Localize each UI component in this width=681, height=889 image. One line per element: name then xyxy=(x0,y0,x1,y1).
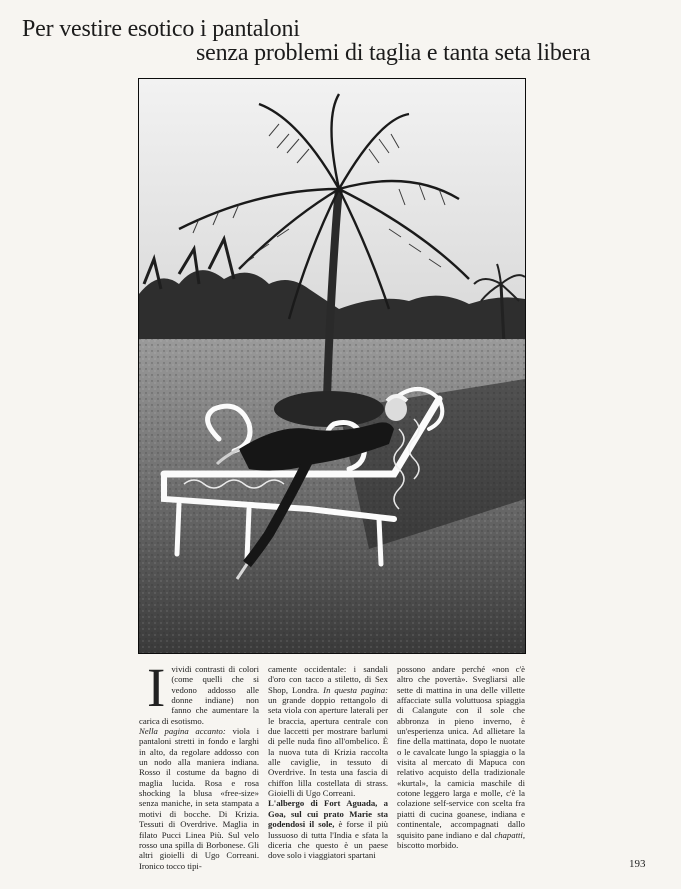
paragraph-text: camente occidentale: i sandali d'oro con tacco a stiletto, di Sex Shop, Londra. xyxy=(268,664,388,695)
article-body xyxy=(139,657,525,871)
headline-line-2: senza problemi di taglia e tanta seta libera xyxy=(196,40,591,66)
italic-word: chapatti, xyxy=(494,829,525,840)
photo-palm-lounge-chair-icon xyxy=(139,79,525,653)
paragraph-text: un grande doppio rettangolo di seta viola con aperture laterali per le braccia, apertura centrale con due laccetti per mostrare barlumi di pelle nuda fino all'ombelico. È la nuova tuta di Krizia raccolta alle caviglie, in tessuto di Overdrive. In testa una fascia di chiffon lilla costellata di strass. Gioielli di Ugo Correani. xyxy=(268,695,388,799)
paragraph-text: è forse il più lussuoso di tutta l'India e sfata la diceria che questo è un paese dove solo i viaggiatori spartani xyxy=(268,819,389,861)
article-column-2 xyxy=(268,664,388,861)
paragraph-text: possono andare perché «non c'è altro che povertà». Svegliarsi alle sette di mattina in una delle villette affacciate sulla voluttuosa spiaggia di Calangute con il sole che abbronza in pieno inverno, è un'esperienza unica. Ad allietare la fine della mattinata, dopo le nuotate o le cavalcate lungo la spiaggia o la visita al mercato di Mapuca con relativo acquisto della tradizionale «kurtal», la camicia maschile di cotone leggero larga e molle, c'è la colazione self-service con scelta fra piatti di cucina goanese, indiana e continentale, accompagnati dallo squisito pane indiano e dal xyxy=(397,664,525,840)
photograph xyxy=(139,79,525,653)
article-paragraph xyxy=(268,664,388,798)
article-paragraph xyxy=(139,657,259,726)
article-paragraph xyxy=(397,664,525,850)
drop-cap: I xyxy=(147,657,166,718)
headline-line-1: Per vestire esotico i pantaloni xyxy=(22,16,300,42)
paragraph-text: vividi contrasti di colori (come quelli che si vedono addosso alle donne indiane) non fanno che aumentare la carica di esotismo. xyxy=(139,664,259,726)
italic-lead: Nella pagina accanto: xyxy=(139,726,226,737)
italic-lead: In questa pagina: xyxy=(323,684,388,695)
article-column-1 xyxy=(139,657,259,871)
paragraph-text: biscotto morbido. xyxy=(397,839,459,850)
page-number: 193 xyxy=(629,858,646,870)
article-column-3 xyxy=(397,664,525,850)
headline xyxy=(0,0,681,78)
article-paragraph xyxy=(268,798,388,860)
bold-lead: L'albergo di Fort Aguada, a Goa, sul cui prato Marie sta godendosi il sole, xyxy=(268,798,388,830)
article-paragraph xyxy=(139,726,259,871)
paragraph-text: viola i pantaloni stretti in fondo e larghi in alto, da regolare addosso con un nodo alla maniera indiana. Rosso il costume da bagno di maglia lucida. Rosa e rosa shocking la blusa «free-size» senza maniche, in seta stampata a motivi di bocche. Di Krizia. Tessuti di Overdrive. Maglia in filato Pucci Linea Più. Sul velo rosso una spilla di Borbonese. Gli altri gioielli di Ugo Correani. Ironico tocco tipi- xyxy=(139,726,259,871)
